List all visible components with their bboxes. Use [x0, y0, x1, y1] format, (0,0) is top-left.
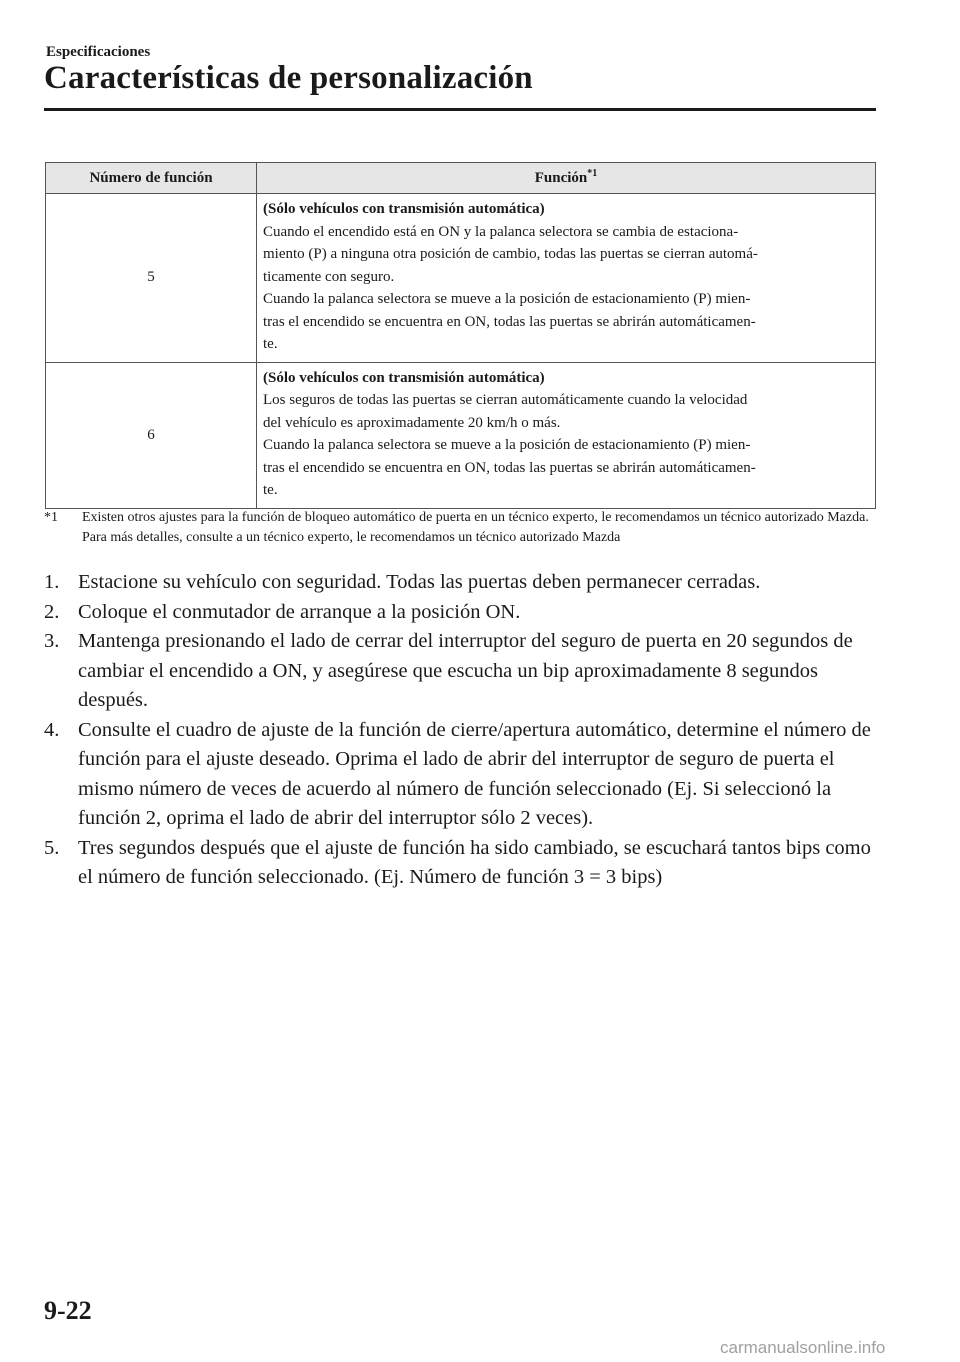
step-text: Mantenga presionando el lado de cerrar del interruptor del seguro de puerta en 20 segundos de cambiar el encendido a ON, y asegúrese que escucha un bip aproximadamente 8 segundos después.	[78, 630, 853, 711]
step-text: Estacione su vehículo con seguridad. Todas las puertas deben permanecer cerradas.	[78, 571, 761, 593]
description-line: tras el encendido se encuentra en ON, todas las puertas se abrirán automáticamen-	[263, 459, 756, 476]
step-number: 5.	[44, 836, 60, 859]
step-number: 2.	[44, 600, 60, 623]
column-header-number-label: Número de función	[89, 169, 213, 186]
description-line: miento (P) a ninguna otra posición de cambio, todas las puertas se cierran automá-	[263, 246, 758, 262]
list-item	[44, 834, 874, 893]
footnote-ref: *1	[587, 167, 598, 179]
column-header-function-label: Función	[534, 169, 588, 186]
list-item	[44, 627, 874, 716]
description-line: Cuando la palanca selectora se mueve a la posición de estacionamiento (P) mien-	[263, 437, 751, 453]
table-row	[46, 194, 876, 363]
list-item	[44, 716, 874, 834]
description-line: Cuando el encendido está en ON y la palanca selectora se cambia de estaciona-	[263, 223, 739, 240]
table-header-row	[46, 163, 876, 194]
column-header-function	[257, 163, 876, 194]
row-heading: (Sólo vehículos con transmisión automática)	[263, 369, 545, 386]
list-item	[44, 568, 874, 598]
footnote-text: Existen otros ajustes para la función de bloqueo automático de puerta en un técnico experto, le recomendamos un técnico autorizado Mazda. Para más detalles, consulte a un técnico experto, le recomendamos un técnico autorizado Mazda	[82, 510, 869, 545]
description-line: Los seguros de todas las puertas se cierran automáticamente cuando la velocidad	[263, 392, 748, 408]
page-title: Características de personalización	[44, 60, 533, 96]
description-line: te.	[263, 482, 278, 498]
table-row	[46, 362, 876, 508]
section-label: Especificaciones	[46, 44, 151, 60]
footnote-mark: *1	[44, 510, 58, 525]
function-description-cell	[257, 362, 876, 508]
description-line: Cuando la palanca selectora se mueve a la posición de estacionamiento (P) mien-	[263, 291, 751, 307]
step-number: 3.	[44, 630, 60, 652]
step-number: 1.	[44, 571, 60, 593]
step-text: Consulte el cuadro de ajuste de la función de cierre/apertura automático, determine el número de función para el ajuste deseado. Oprima el lado de abrir del interruptor de seguro de puerta el mismo número de veces de acuerdo al número de función seleccionado (Ej. Si seleccionó la función 2, oprima el lado de abrir del interruptor sólo 2 veces).	[78, 718, 871, 829]
description-line: ticamente con seguro.	[263, 268, 395, 285]
footnote	[44, 508, 874, 548]
row-heading: (Sólo vehículos con transmisión automática)	[263, 201, 545, 217]
list-item	[44, 598, 874, 628]
description-line: te.	[263, 336, 278, 352]
step-text: Tres segundos después que el ajuste de función ha sido cambiado, se escuchará tantos bips como el número de función seleccionado. (Ej. Número de función 3 = 3 bips)	[78, 836, 871, 888]
function-number-cell: 5	[46, 194, 257, 363]
watermark: carmanualsonline.info	[720, 1338, 886, 1357]
description-line: del vehículo es aproximadamente 20 km/h o más.	[263, 414, 561, 431]
title-rule	[44, 108, 876, 111]
column-header-number	[46, 163, 257, 194]
step-text: Coloque el conmutador de arranque a la posición ON.	[78, 600, 521, 623]
function-description-cell	[257, 194, 876, 363]
description-line: tras el encendido se encuentra en ON, todas las puertas se abrirán automáticamen-	[263, 313, 756, 330]
procedure-steps	[44, 568, 874, 893]
function-number-cell: 6	[46, 362, 257, 508]
step-number: 4.	[44, 718, 60, 741]
function-table	[45, 162, 876, 509]
page-number: 9-22	[44, 1296, 92, 1325]
